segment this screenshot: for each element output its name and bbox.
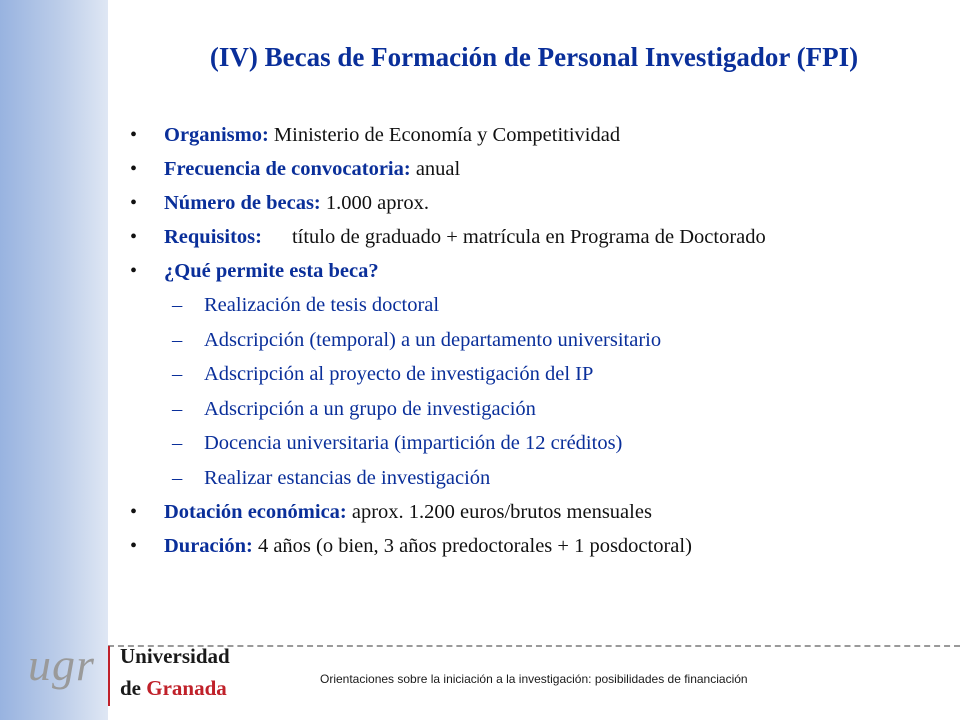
bullet-label: Frecuencia de convocatoria: <box>164 158 411 180</box>
sub-item <box>164 465 920 491</box>
slide-title: (IV) Becas de Formación de Personal Investigador (FPI) <box>209 42 859 72</box>
logo-divider <box>108 646 110 706</box>
sub-item <box>164 292 920 318</box>
dash-icon: – <box>172 466 183 489</box>
bullet-dot-icon: • <box>130 158 138 180</box>
sub-item-text: Adscripción al proyecto de investigación del IP <box>204 363 594 385</box>
logo-granada-highlight: Granada <box>146 676 227 700</box>
bullet-value: título de graduado + matrícula en Programa de Doctorado <box>291 226 766 248</box>
sub-list <box>164 292 920 491</box>
bullet-dot-icon: • <box>130 226 138 248</box>
logo-line-universidad: Universidad <box>120 644 230 668</box>
bullet-dot-icon: • <box>130 535 138 557</box>
bullet-dot-icon: • <box>130 260 138 282</box>
bullet-dot-icon: • <box>130 501 138 523</box>
bullet-label: Duración: <box>164 535 253 557</box>
bullet-numero-becas <box>130 190 920 216</box>
sub-item <box>164 430 920 456</box>
bullet-value: 1.000 aprox. <box>325 192 429 214</box>
dash-icon: – <box>172 363 183 385</box>
bullet-label: Requisitos: <box>164 226 262 248</box>
bullet-value: Ministerio de Economía y Competitividad <box>273 124 621 146</box>
sub-item-text: Realización de tesis doctoral <box>204 294 440 316</box>
bullet-frecuencia <box>130 156 920 182</box>
bullet-duracion <box>130 533 920 559</box>
bullet-label: Organismo: <box>164 124 269 146</box>
logo-line-granada <box>120 676 227 701</box>
sub-item-text: Adscripción a un grupo de investigación <box>204 397 536 420</box>
bullet-dot-icon: • <box>130 192 138 214</box>
bullet-list <box>130 122 920 567</box>
logo-line-prefix: de <box>120 676 147 700</box>
sub-item-text: Docencia universitaria (impartición de 12 créditos) <box>204 432 623 454</box>
dash-icon: – <box>172 294 183 316</box>
ugr-logo-mark: ugr <box>28 639 95 690</box>
bullet-dotacion <box>130 499 920 525</box>
bullet-label: Dotación económica: <box>164 501 347 523</box>
sub-item <box>164 361 920 387</box>
bullet-value: anual <box>415 158 461 180</box>
bullet-organismo <box>130 122 920 148</box>
bullet-label: Número de becas: <box>164 192 321 214</box>
university-logo <box>28 638 238 710</box>
bullet-value: 4 años (o bien, 3 años predoctorales + 1 posdoctoral) <box>257 535 692 557</box>
dash-icon: – <box>172 328 183 351</box>
dash-icon: – <box>172 397 183 420</box>
bullet-dot-icon: • <box>130 124 138 146</box>
dash-icon: – <box>172 432 183 454</box>
sub-item <box>164 396 920 422</box>
bullet-requisitos <box>130 224 920 250</box>
footer-caption: Orientaciones sobre la iniciación a la investigación: posibilidades de financiación <box>320 672 748 686</box>
bullet-label: ¿Qué permite esta beca? <box>164 260 379 282</box>
left-gradient-sidebar <box>0 0 108 720</box>
sub-item-text: Adscripción (temporal) a un departamento universitario <box>204 328 662 351</box>
bullet-que-permite <box>130 258 920 491</box>
sub-item <box>164 327 920 353</box>
bullet-value: aprox. 1.200 euros/brutos mensuales <box>351 501 652 523</box>
sub-item-text: Realizar estancias de investigación <box>204 466 491 489</box>
